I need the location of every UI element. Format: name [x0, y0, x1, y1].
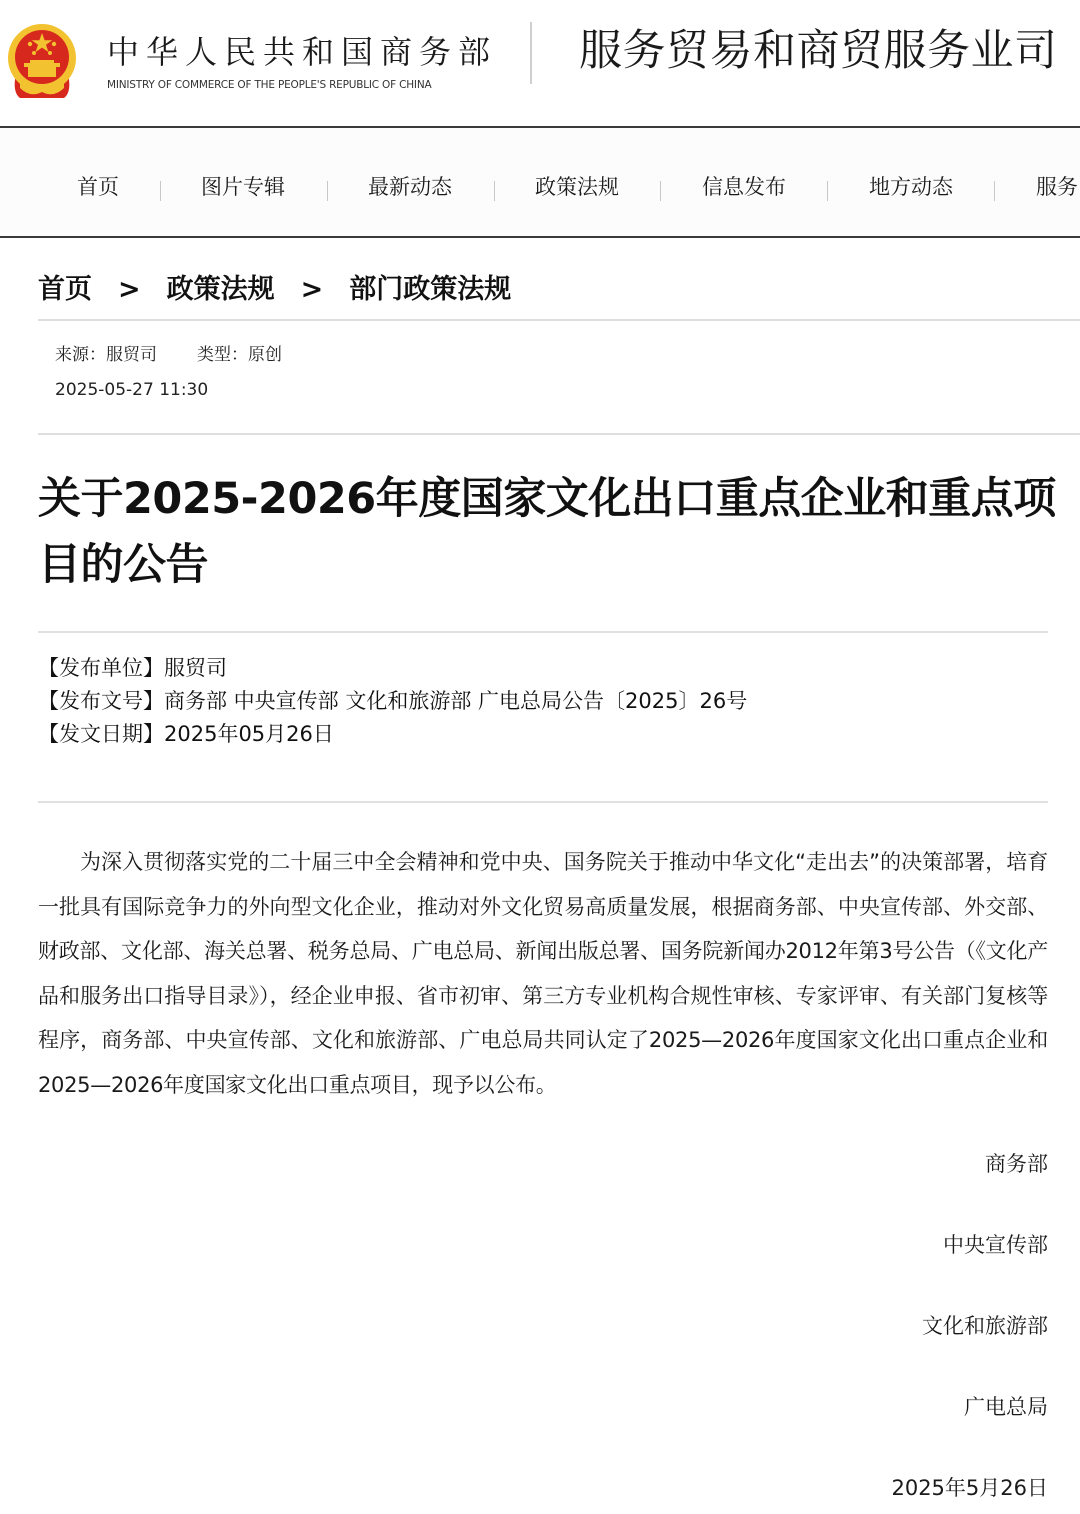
divider [38, 433, 1080, 435]
nav-separator [160, 181, 161, 201]
breadcrumb-separator: > [300, 274, 324, 305]
nav-separator [494, 181, 495, 201]
signature-publicity-dept: 中央宣传部 [943, 1233, 1048, 1257]
breadcrumb-dept-policies[interactable]: 部门政策法规 [349, 274, 512, 305]
article-meta [55, 344, 282, 366]
nav-separator [660, 181, 661, 201]
nav-item-photo-albums[interactable]: 图片专辑 [201, 175, 285, 199]
signature-culture-tourism: 文化和旅游部 [922, 1314, 1048, 1338]
national-emblem-icon[interactable] [6, 22, 78, 100]
sign-date: 2025年5月26日 [891, 1476, 1048, 1500]
nav-item-policies[interactable]: 政策法规 [535, 175, 619, 199]
nav-item-home[interactable]: 首页 [77, 175, 119, 199]
header-divider [530, 22, 532, 84]
signature-mofcom: 商务部 [985, 1152, 1048, 1176]
article-info [38, 652, 747, 751]
nav-item-announcements[interactable]: 信息发布 [702, 175, 786, 199]
publish-datetime: 2025-05-27 11:30 [55, 380, 209, 400]
nav-separator [994, 181, 995, 201]
main-nav [0, 126, 1080, 238]
type-label: 类型：原创 [197, 345, 282, 365]
department-title[interactable]: 服务贸易和商贸服务业司 [579, 26, 1058, 76]
divider [38, 631, 1048, 633]
signature-nrta: 广电总局 [964, 1395, 1048, 1419]
nav-separator [327, 181, 328, 201]
nav-item-local-news[interactable]: 地方动态 [869, 175, 953, 199]
breadcrumb-separator: > [118, 274, 141, 305]
divider [38, 319, 1080, 321]
issue-date-field: 【发文日期】2025年05月26日 [38, 722, 334, 746]
site-header [0, 0, 1080, 126]
nav-item-services[interactable]: 服务 [1036, 175, 1078, 199]
issuer-field: 【发布单位】服贸司 [38, 656, 227, 680]
article-title: 关于2025-2026年度国家文化出口重点企业和重点项目的公告 [38, 474, 1056, 590]
ministry-name-en: MINISTRY OF COMMERCE OF THE PEOPLE'S REPUBLIC OF CHINA [107, 79, 432, 91]
nav-separator [827, 181, 828, 201]
ministry-name-cn[interactable]: 中华人民共和国商务部 [107, 33, 498, 71]
doc-number-field: 【发布文号】商务部 中央宣传部 文化和旅游部 广电总局公告〔2025〕26号 [38, 689, 748, 713]
nav-item-latest-news[interactable]: 最新动态 [368, 175, 452, 199]
breadcrumb [38, 272, 511, 308]
source-label: 来源：服贸司 [55, 345, 157, 365]
breadcrumb-home[interactable]: 首页 [38, 274, 92, 305]
breadcrumb-policies[interactable]: 政策法规 [166, 274, 275, 305]
article-body: 为深入贯彻落实党的二十届三中全会精神和党中央、国务院关于推动中华文化“走出去”的决策部署，培育一批具有国际竞争力的外向型文化企业，推动对外文化贸易高质量发展，根据商务部、中央宣传部、外交部、财政部、文化部、海关总署、税务总局、广电总局、新闻出版总署、国务院新闻办2012年第3号公告（《文化产品和服务出口指导目录》），经企业申报、省市初审、第三方专业机构合规性审核、专家评审、有关部门复核等程序，商务部、中央宣传部、文化和旅游部、广电总局共同认定了2025—2026年度国家文化出口重点企业和2025—2026年度国家文化出口重点项目，现予以公布。 [38, 850, 1048, 1097]
divider [38, 801, 1048, 803]
